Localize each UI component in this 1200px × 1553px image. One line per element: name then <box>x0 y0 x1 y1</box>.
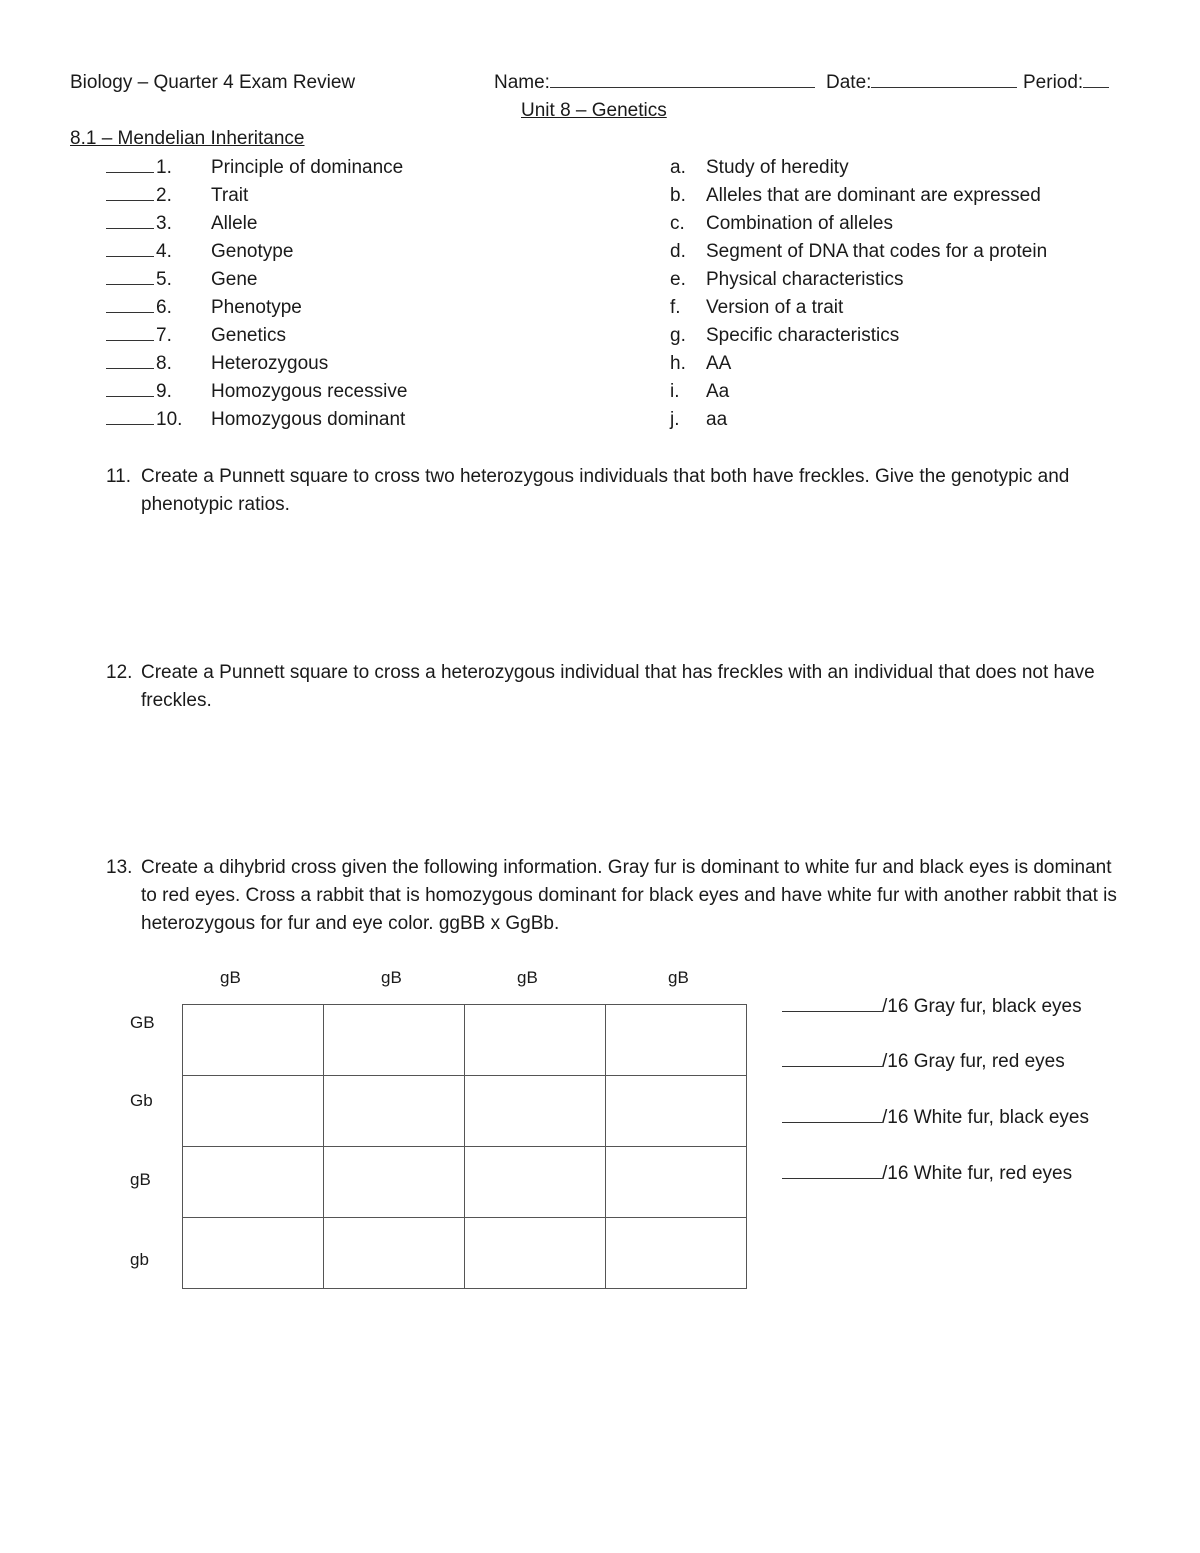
punnett-side-gamete: Gb <box>130 1091 153 1110</box>
question-text: Create a Punnett square to cross a heterozygous individual that has freckles with an individual that does not have freckles. <box>141 662 1095 711</box>
name-blank[interactable] <box>550 73 815 88</box>
answer-blank[interactable] <box>106 294 154 313</box>
answer-blank[interactable] <box>106 378 154 397</box>
ratio-blank[interactable] <box>782 1108 882 1123</box>
punnett-side-gamete: GB <box>130 1013 155 1032</box>
term-number: 2. <box>156 185 172 206</box>
document-title: Biology – Quarter 4 Exam Review <box>70 72 356 93</box>
name-field[interactable] <box>494 72 815 94</box>
answer-blank[interactable] <box>106 406 154 425</box>
definition-letter: g. <box>670 325 686 346</box>
punnett-cell[interactable] <box>183 1076 324 1147</box>
ratio-blank[interactable] <box>782 997 882 1012</box>
definition-text: Alleles that are dominant are expressed <box>706 185 1041 206</box>
punnett-cell[interactable] <box>606 1005 747 1076</box>
punnett-cell[interactable] <box>465 1005 606 1076</box>
punnett-cell[interactable] <box>324 1005 465 1076</box>
question-13 <box>106 854 1126 938</box>
term-number: 3. <box>156 213 172 234</box>
period-field[interactable] <box>1023 72 1109 94</box>
punnett-row <box>183 1076 747 1147</box>
answer-blank[interactable] <box>106 210 154 229</box>
ratio-label: /16 White fur, red eyes <box>882 1163 1073 1184</box>
punnett-row <box>183 1005 747 1076</box>
term-text: Phenotype <box>211 297 302 318</box>
period-blank[interactable] <box>1083 73 1109 88</box>
term-number: 9. <box>156 381 172 402</box>
ratio-blank[interactable] <box>782 1052 882 1067</box>
answer-blank[interactable] <box>106 238 154 257</box>
definition-text: Segment of DNA that codes for a protein <box>706 241 1048 262</box>
definition-text: Version of a trait <box>706 297 844 318</box>
definition-text: AA <box>706 353 732 374</box>
term-row <box>106 266 258 294</box>
definition-letter: j. <box>670 409 680 430</box>
definition-text: Physical characteristics <box>706 269 904 290</box>
question-text: Create a Punnett square to cross two heterozygous individuals that both have freckles. Give the genotypic and phenotypic ratios. <box>141 466 1070 515</box>
ratio-answer <box>782 1160 1072 1188</box>
period-label: Period: <box>1023 72 1084 93</box>
answer-blank[interactable] <box>106 154 154 173</box>
punnett-row <box>183 1218 747 1289</box>
term-row <box>106 182 249 210</box>
term-row <box>106 210 258 238</box>
punnett-cell[interactable] <box>183 1147 324 1218</box>
ratio-answer <box>782 1048 1065 1076</box>
term-row <box>106 350 329 378</box>
punnett-cell[interactable] <box>606 1147 747 1218</box>
term-number: 1. <box>156 157 172 178</box>
punnett-top-gamete: gB <box>668 968 689 987</box>
definition-text: Combination of alleles <box>706 213 893 234</box>
term-text: Allele <box>211 213 258 234</box>
definition-letter: i. <box>670 381 680 402</box>
question-text: Create a dihybrid cross given the following information. Gray fur is dominant to white fur and black eyes is dominant to red eyes. Cross a rabbit that is homozygous dominant for black eyes and have white fur with another rabbit that is heterozygous for fur and eye color. ggBB x GgBb. <box>141 857 1117 934</box>
term-text: Homozygous recessive <box>211 381 408 402</box>
ratio-answer <box>782 993 1082 1021</box>
punnett-top-gamete: gB <box>517 968 538 987</box>
ratio-blank[interactable] <box>782 1164 882 1179</box>
punnett-side-gamete: gB <box>130 1170 151 1189</box>
punnett-cell[interactable] <box>465 1218 606 1289</box>
term-text: Gene <box>211 269 258 290</box>
ratio-answer <box>782 1104 1089 1132</box>
punnett-cell[interactable] <box>606 1076 747 1147</box>
term-number: 6. <box>156 297 172 318</box>
term-row <box>106 322 286 350</box>
unit-title: Unit 8 – Genetics <box>521 100 667 121</box>
question-number: 11. <box>106 466 132 487</box>
name-label: Name: <box>494 72 550 93</box>
definition-text: Aa <box>706 381 730 402</box>
definitions-list <box>670 154 1150 444</box>
term-text: Genotype <box>211 241 294 262</box>
punnett-side-gamete: gb <box>130 1250 149 1269</box>
definition-text: aa <box>706 409 728 430</box>
punnett-top-gamete: gB <box>381 968 402 987</box>
term-number: 10. <box>156 409 183 430</box>
term-row <box>106 378 408 406</box>
definition-letter: c. <box>670 213 685 234</box>
term-text: Trait <box>211 185 249 206</box>
punnett-cell[interactable] <box>465 1147 606 1218</box>
definition-letter: h. <box>670 353 686 374</box>
term-text: Homozygous dominant <box>211 409 406 430</box>
answer-blank[interactable] <box>106 182 154 201</box>
punnett-cell[interactable] <box>183 1005 324 1076</box>
section-title: 8.1 – Mendelian Inheritance <box>70 128 305 149</box>
punnett-cell[interactable] <box>324 1076 465 1147</box>
term-number: 4. <box>156 241 172 262</box>
punnett-cell[interactable] <box>324 1147 465 1218</box>
answer-blank[interactable] <box>106 322 154 341</box>
date-field[interactable] <box>826 72 1017 94</box>
definition-letter: b. <box>670 185 686 206</box>
ratio-label: /16 Gray fur, black eyes <box>882 996 1082 1017</box>
term-text: Heterozygous <box>211 353 329 374</box>
punnett-cell[interactable] <box>324 1218 465 1289</box>
punnett-top-gamete: gB <box>220 968 241 987</box>
definition-text: Specific characteristics <box>706 325 900 346</box>
punnett-cell[interactable] <box>465 1076 606 1147</box>
definition-letter: e. <box>670 269 686 290</box>
term-row <box>106 154 404 182</box>
ratio-label: /16 Gray fur, red eyes <box>882 1051 1065 1072</box>
punnett-square <box>182 1004 747 1289</box>
date-label: Date: <box>826 72 872 93</box>
term-number: 8. <box>156 353 172 374</box>
definition-letter: a. <box>670 157 686 178</box>
question-number: 13. <box>106 857 133 878</box>
punnett-cell[interactable] <box>183 1218 324 1289</box>
question-number: 12. <box>106 662 133 683</box>
ratio-label: /16 White fur, black eyes <box>882 1107 1089 1128</box>
term-row <box>106 294 302 322</box>
definition-letter: d. <box>670 241 686 262</box>
terms-list <box>106 154 506 444</box>
punnett-row <box>183 1147 747 1218</box>
definition-letter: f. <box>670 297 681 318</box>
question-11 <box>106 463 1126 519</box>
term-number: 5. <box>156 269 172 290</box>
question-12 <box>106 659 1126 715</box>
punnett-cell[interactable] <box>606 1218 747 1289</box>
answer-blank[interactable] <box>106 266 154 285</box>
answer-blank[interactable] <box>106 350 154 369</box>
term-text: Genetics <box>211 325 286 346</box>
term-row <box>106 406 406 434</box>
term-text: Principle of dominance <box>211 157 404 178</box>
definition-text: Study of heredity <box>706 157 849 178</box>
term-number: 7. <box>156 325 172 346</box>
term-row <box>106 238 294 266</box>
date-blank[interactable] <box>871 73 1017 88</box>
